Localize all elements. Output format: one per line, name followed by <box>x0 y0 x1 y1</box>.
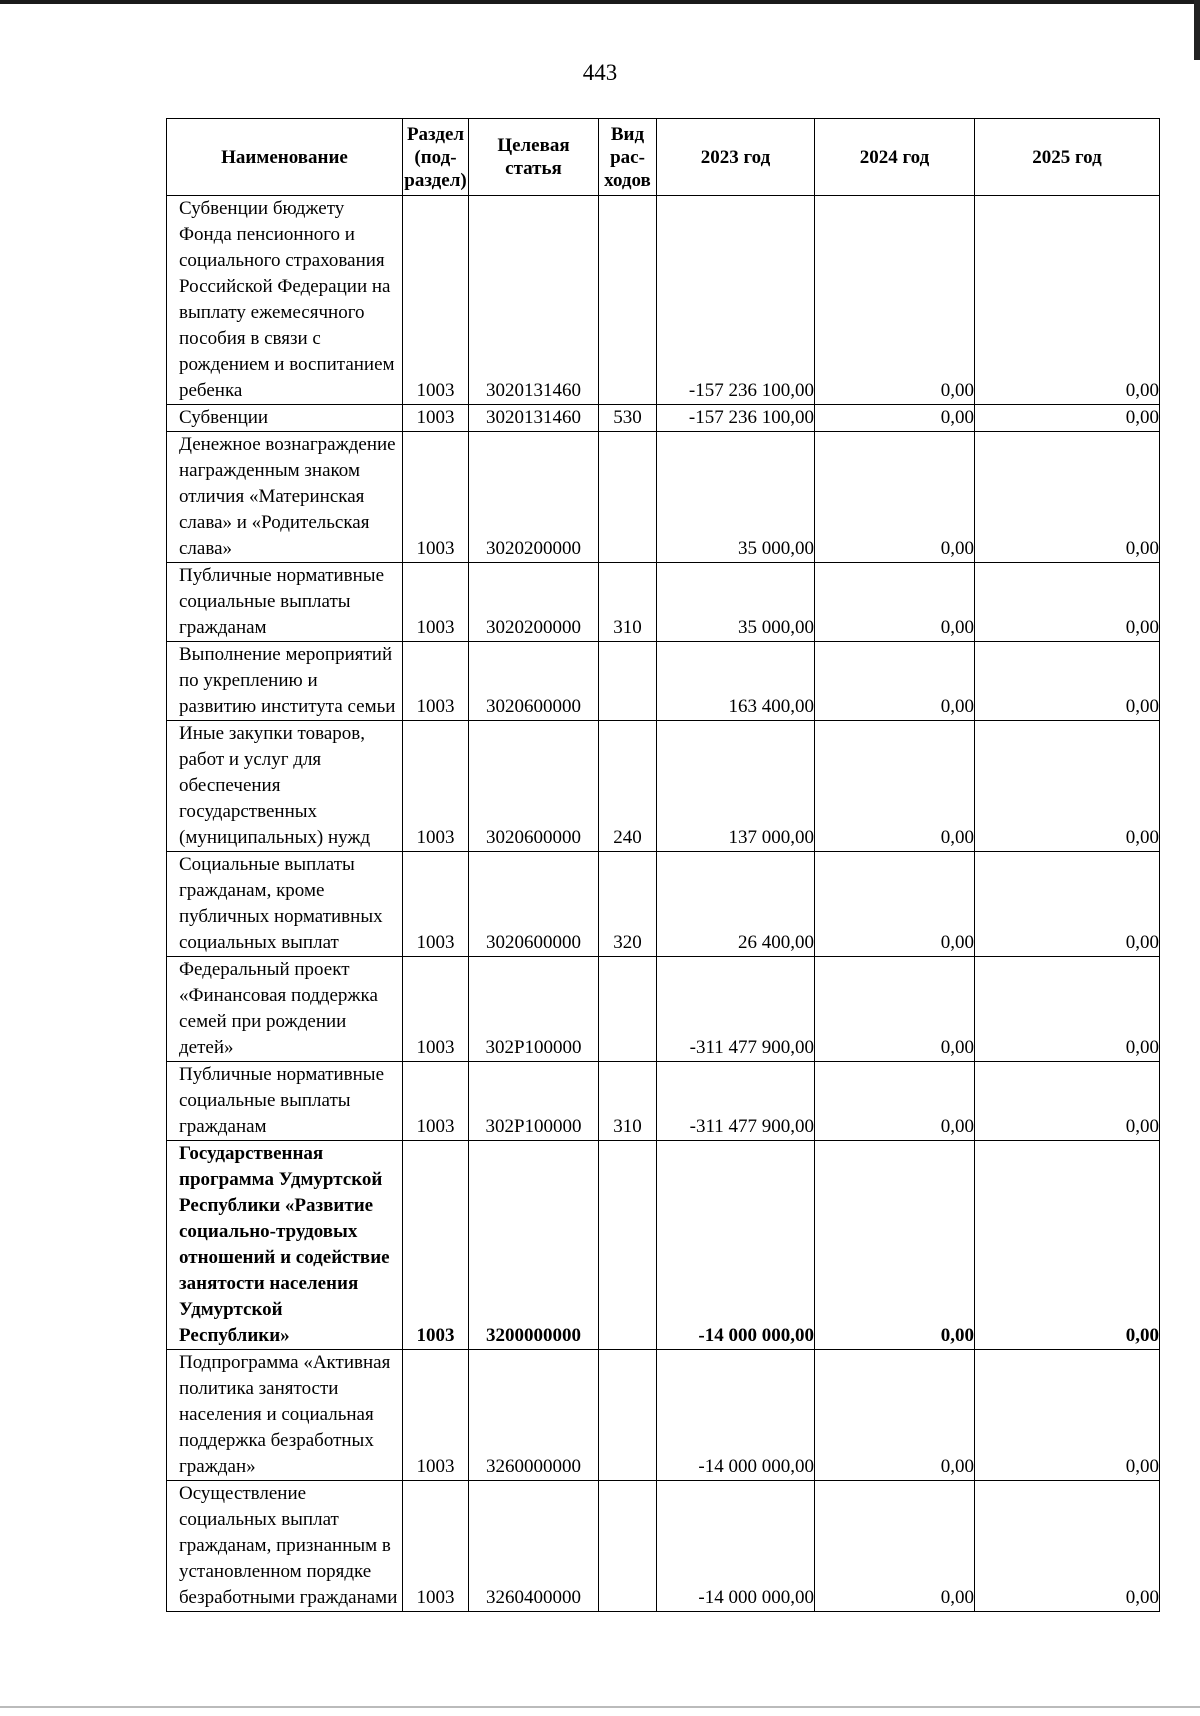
table-row <box>167 852 1160 957</box>
cell-2024: 0,00 <box>815 196 975 405</box>
name-line: политика занятости <box>179 1378 339 1399</box>
table-row <box>167 1141 1160 1350</box>
name-line: Удмуртской <box>179 1299 283 1320</box>
name-line: слава» и «Родительская <box>179 512 370 533</box>
cell-2025: 0,00 <box>975 1141 1160 1350</box>
cell-section: 1003 <box>403 721 469 852</box>
header-line: Целевая <box>497 135 570 156</box>
cell-name <box>167 1350 403 1481</box>
cell-2023: 35 000,00 <box>657 432 815 563</box>
cell-2024: 0,00 <box>815 1481 975 1612</box>
cell-2023: -311 477 900,00 <box>657 1062 815 1141</box>
header-section <box>403 119 469 196</box>
cell-name <box>167 1141 403 1350</box>
header-2025 <box>975 119 1160 196</box>
cell-expense-type: 530 <box>599 405 657 432</box>
name-line: социально-трудовых <box>179 1221 358 1242</box>
header-2023 <box>657 119 815 196</box>
name-line: (муниципальных) нужд <box>179 827 371 848</box>
header-line: статья <box>505 158 562 179</box>
cell-2024: 0,00 <box>815 563 975 642</box>
table-body <box>167 196 1160 1612</box>
cell-name <box>167 563 403 642</box>
name-line: отличия «Материнская <box>179 486 365 507</box>
name-line: отношений и содействие <box>179 1247 390 1268</box>
cell-article: 3200000000 <box>469 1141 599 1350</box>
name-line: занятости населения <box>179 1273 359 1294</box>
cell-article: 302P100000 <box>469 957 599 1062</box>
cell-2025: 0,00 <box>975 1481 1160 1612</box>
cell-name <box>167 1481 403 1612</box>
cell-2025: 0,00 <box>975 432 1160 563</box>
cell-name <box>167 957 403 1062</box>
table-row <box>167 957 1160 1062</box>
name-line: социальные выплаты <box>179 1090 351 1111</box>
cell-2024: 0,00 <box>815 1141 975 1350</box>
table-row <box>167 642 1160 721</box>
cell-2023: -14 000 000,00 <box>657 1481 815 1612</box>
cell-2023: -311 477 900,00 <box>657 957 815 1062</box>
name-line: социальных выплат <box>179 1509 339 1530</box>
cell-2024: 0,00 <box>815 852 975 957</box>
cell-2023: 35 000,00 <box>657 563 815 642</box>
cell-2023: -157 236 100,00 <box>657 196 815 405</box>
name-line: гражданам <box>179 617 267 638</box>
header-2024 <box>815 119 975 196</box>
name-line: Субвенции <box>179 407 269 428</box>
name-line: выплату ежемесячного <box>179 302 365 323</box>
cell-section: 1003 <box>403 1350 469 1481</box>
name-line: публичных нормативных <box>179 906 383 927</box>
header-line: Вид <box>610 123 645 145</box>
cell-section: 1003 <box>403 1481 469 1612</box>
cell-expense-type <box>599 642 657 721</box>
name-line: Осуществление <box>179 1483 307 1504</box>
name-line: Российской Федерации на <box>179 276 391 297</box>
scan-bottom-edge <box>0 1706 1200 1708</box>
name-line: Денежное вознаграждение <box>179 434 396 455</box>
name-line: ребенка <box>179 380 243 401</box>
cell-2025: 0,00 <box>975 563 1160 642</box>
cell-expense-type <box>599 196 657 405</box>
cell-expense-type: 320 <box>599 852 657 957</box>
cell-section: 1003 <box>403 432 469 563</box>
cell-article: 3020131460 <box>469 405 599 432</box>
header-line: рас- <box>610 146 645 168</box>
cell-2023: -14 000 000,00 <box>657 1350 815 1481</box>
header-line: ходов <box>604 169 651 191</box>
name-line: Публичные нормативные <box>179 565 385 586</box>
cell-2025: 0,00 <box>975 1350 1160 1481</box>
cell-2025: 0,00 <box>975 957 1160 1062</box>
cell-expense-type <box>599 1350 657 1481</box>
cell-2023: 26 400,00 <box>657 852 815 957</box>
cell-2024: 0,00 <box>815 642 975 721</box>
table-header <box>167 119 1160 196</box>
name-line: рождением и воспитанием <box>179 354 395 375</box>
cell-article: 3020131460 <box>469 196 599 405</box>
name-line: гражданам, кроме <box>179 880 325 901</box>
header-expense-type <box>599 119 657 196</box>
name-line: «Финансовая поддержка <box>179 985 378 1006</box>
name-line: Иные закупки товаров, <box>179 723 365 744</box>
cell-2024: 0,00 <box>815 721 975 852</box>
header-line: 2024 год <box>859 146 930 168</box>
cell-2025: 0,00 <box>975 405 1160 432</box>
name-line: поддержка безработных <box>179 1430 374 1451</box>
name-line: обеспечения <box>179 775 281 796</box>
name-line: слава» <box>179 538 233 559</box>
table-row <box>167 432 1160 563</box>
budget-table <box>166 118 1160 1612</box>
cell-2023: 137 000,00 <box>657 721 815 852</box>
cell-article: 3020200000 <box>469 563 599 642</box>
cell-expense-type <box>599 1481 657 1612</box>
cell-2025: 0,00 <box>975 852 1160 957</box>
cell-expense-type <box>599 432 657 563</box>
name-line: награжденным знаком <box>179 460 360 481</box>
page-number: 443 <box>582 60 618 85</box>
cell-section: 1003 <box>403 852 469 957</box>
name-line: Подпрограмма «Активная <box>179 1352 391 1373</box>
table-row <box>167 1350 1160 1481</box>
header-line: 2025 год <box>1032 146 1102 168</box>
cell-2024: 0,00 <box>815 1062 975 1141</box>
name-line: Республики «Развитие <box>179 1195 374 1216</box>
name-line: Фонда пенсионного и <box>179 224 355 245</box>
cell-name <box>167 721 403 852</box>
cell-2025: 0,00 <box>975 721 1160 852</box>
cell-section: 1003 <box>403 1141 469 1350</box>
cell-name <box>167 1062 403 1141</box>
name-line: программа Удмуртской <box>179 1169 383 1190</box>
name-line: государственных <box>179 801 318 822</box>
name-line: Республики» <box>179 1325 290 1346</box>
cell-section: 1003 <box>403 642 469 721</box>
cell-article: 3020600000 <box>469 642 599 721</box>
table-row <box>167 196 1160 405</box>
cell-2023: 163 400,00 <box>657 642 815 721</box>
name-line: Государственная <box>179 1143 324 1164</box>
cell-name <box>167 405 403 432</box>
name-line: граждан» <box>179 1456 256 1477</box>
cell-section: 1003 <box>403 196 469 405</box>
cell-expense-type: 310 <box>599 563 657 642</box>
cell-article: 3020600000 <box>469 852 599 957</box>
cell-name <box>167 432 403 563</box>
cell-name <box>167 852 403 957</box>
cell-section: 1003 <box>403 1062 469 1141</box>
cell-article: 3260000000 <box>469 1350 599 1481</box>
table-row <box>167 1062 1160 1141</box>
name-line: семей при рождении <box>179 1011 347 1032</box>
cell-2025: 0,00 <box>975 642 1160 721</box>
name-line: социальные выплаты <box>179 591 351 612</box>
table-row <box>167 405 1160 432</box>
name-line: Публичные нормативные <box>179 1064 385 1085</box>
header-line: Раздел <box>406 123 465 145</box>
cell-article: 302P100000 <box>469 1062 599 1141</box>
header-line: раздел) <box>404 169 467 191</box>
name-line: гражданам, признанным в <box>179 1535 391 1556</box>
cell-2024: 0,00 <box>815 405 975 432</box>
cell-2024: 0,00 <box>815 432 975 563</box>
name-line: социального страхования <box>179 250 385 271</box>
cell-name <box>167 642 403 721</box>
cell-expense-type: 240 <box>599 721 657 852</box>
table-row <box>167 1481 1160 1612</box>
name-line: Федеральный проект <box>179 959 350 980</box>
cell-article: 3260400000 <box>469 1481 599 1612</box>
name-line: работ и услуг для <box>179 749 322 770</box>
header-row <box>167 119 1160 196</box>
cell-article: 3020200000 <box>469 432 599 563</box>
header-line: (под- <box>414 146 457 168</box>
cell-2025: 0,00 <box>975 1062 1160 1141</box>
header-line: 2023 год <box>700 146 771 168</box>
cell-2023: -157 236 100,00 <box>657 405 815 432</box>
name-line: Субвенции бюджету <box>179 198 345 219</box>
name-line: по укреплению и <box>179 670 318 691</box>
header-article <box>469 119 599 196</box>
cell-expense-type <box>599 1141 657 1350</box>
cell-expense-type <box>599 957 657 1062</box>
cell-2025: 0,00 <box>975 196 1160 405</box>
table-row <box>167 721 1160 852</box>
cell-2024: 0,00 <box>815 1350 975 1481</box>
name-line: Выполнение мероприятий <box>179 644 393 665</box>
header-name <box>167 119 403 196</box>
cell-article: 3020600000 <box>469 721 599 852</box>
name-line: пособия в связи с <box>179 328 321 349</box>
scan-top-edge <box>0 0 1200 4</box>
cell-section: 1003 <box>403 563 469 642</box>
header-line: Наименование <box>221 146 348 168</box>
cell-section: 1003 <box>403 405 469 432</box>
cell-2024: 0,00 <box>815 957 975 1062</box>
cell-expense-type: 310 <box>599 1062 657 1141</box>
name-line: установленном порядке <box>179 1561 372 1582</box>
name-line: гражданам <box>179 1116 267 1137</box>
name-line: безработными гражданами <box>179 1587 398 1608</box>
cell-2023: -14 000 000,00 <box>657 1141 815 1350</box>
name-line: Социальные выплаты <box>179 854 355 875</box>
name-line: развитию института семьи <box>179 696 396 717</box>
name-line: социальных выплат <box>179 932 339 953</box>
name-line: детей» <box>179 1037 234 1058</box>
table-row <box>167 563 1160 642</box>
name-line: населения и социальная <box>179 1404 374 1425</box>
cell-name <box>167 196 403 405</box>
scan-right-edge <box>1194 0 1200 60</box>
cell-section: 1003 <box>403 957 469 1062</box>
